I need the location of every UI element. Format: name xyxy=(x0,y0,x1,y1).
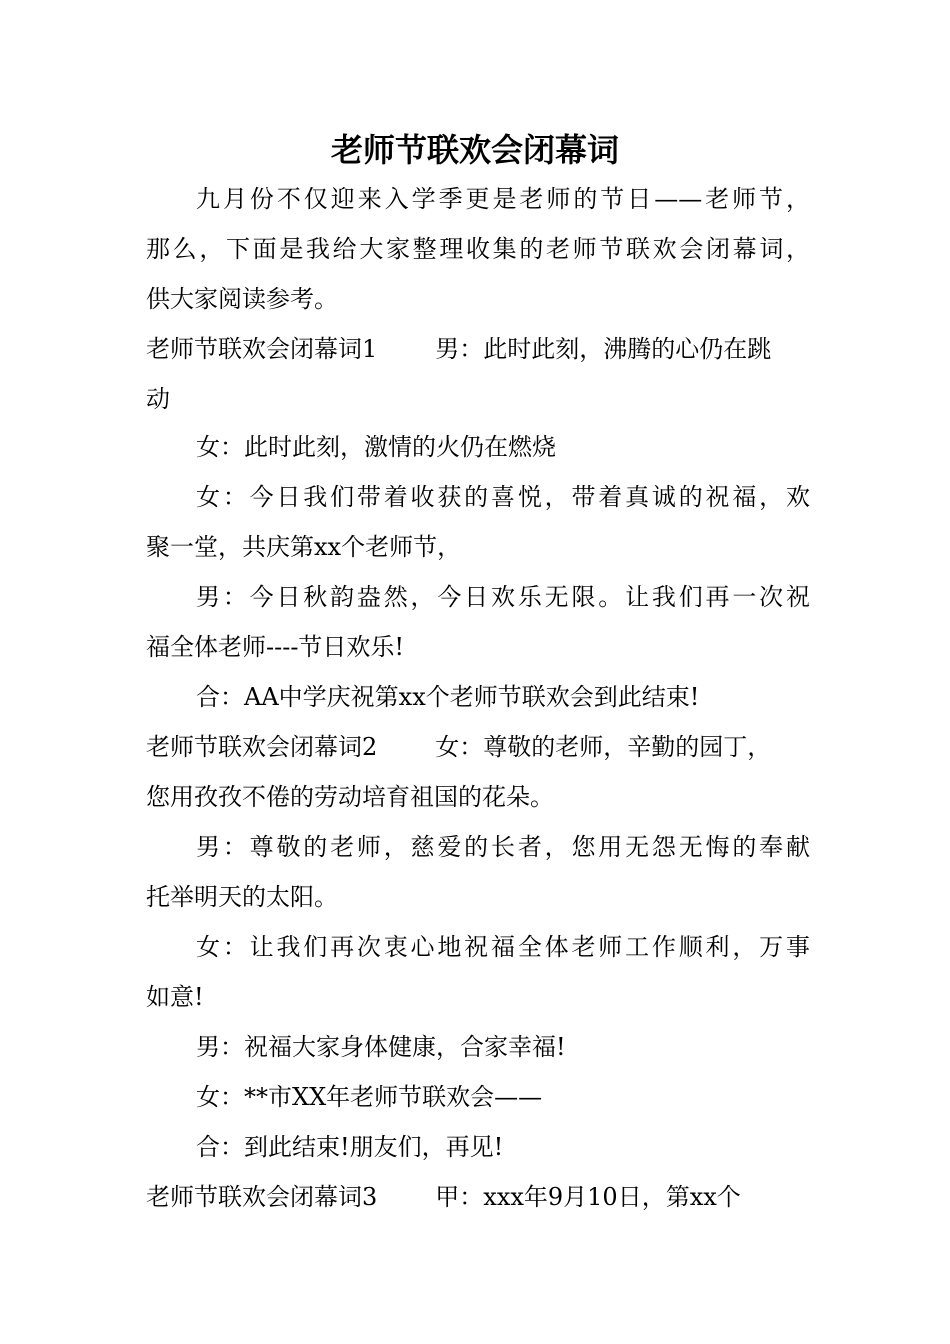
section-heading-line xyxy=(146,1180,810,1214)
text-line: 聚一堂，共庆第xx个老师节， xyxy=(146,533,462,561)
document-title: 老师节联欢会闭幕词 xyxy=(330,131,619,169)
text-line: 女：**市XX年老师节联欢会—— xyxy=(196,1083,543,1111)
section-heading: 老师节联欢会闭幕词3 xyxy=(146,1183,378,1211)
text-line: 供大家阅读参考。 xyxy=(146,285,338,313)
text-line: 那么，下面是我给大家整理收集的老师节联欢会闭幕词， xyxy=(146,235,810,263)
text-span: 甲：xxx年9月10日，第xx个 xyxy=(435,1183,741,1211)
text-line: 合：到此结束!朋友们，再见! xyxy=(196,1133,504,1161)
text-line: 男：祝福大家身体健康，合家幸福! xyxy=(196,1033,566,1061)
text-line: 男：今日秋韵盎然，今日欢乐无限。让我们再一次祝 xyxy=(196,583,810,611)
section-heading-line xyxy=(146,730,810,764)
text-line: 托举明天的太阳。 xyxy=(146,883,338,911)
section-heading: 老师节联欢会闭幕词2 xyxy=(146,733,378,761)
text-line: 女：此时此刻，激情的火仍在燃烧 xyxy=(196,433,556,461)
text-line: 九月份不仅迎来入学季更是老师的节日——老师节， xyxy=(196,185,810,213)
text-line: 女：今日我们带着收获的喜悦，带着真诚的祝福，欢 xyxy=(196,483,810,511)
text-span: 男：此时此刻，沸腾的心仍在跳 xyxy=(435,335,772,363)
section-heading: 老师节联欢会闭幕词1 xyxy=(146,335,378,363)
text-line: 男：尊敬的老师，慈爱的长者，您用无怨无悔的奉献 xyxy=(196,833,810,861)
text-line: 动 xyxy=(146,385,170,413)
text-line: 合：AA中学庆祝第xx个老师节联欢会到此结束! xyxy=(196,683,700,711)
text-line: 女：让我们再次衷心地祝福全体老师工作顺利，万事 xyxy=(196,933,810,961)
section-heading-line xyxy=(146,332,810,366)
text-span: 女：尊敬的老师，辛勤的园丁， xyxy=(435,733,772,761)
text-line: 您用孜孜不倦的劳动培育祖国的花朵。 xyxy=(146,783,554,811)
text-line: 福全体老师----节日欢乐! xyxy=(146,633,405,661)
text-line: 如意! xyxy=(146,983,204,1011)
